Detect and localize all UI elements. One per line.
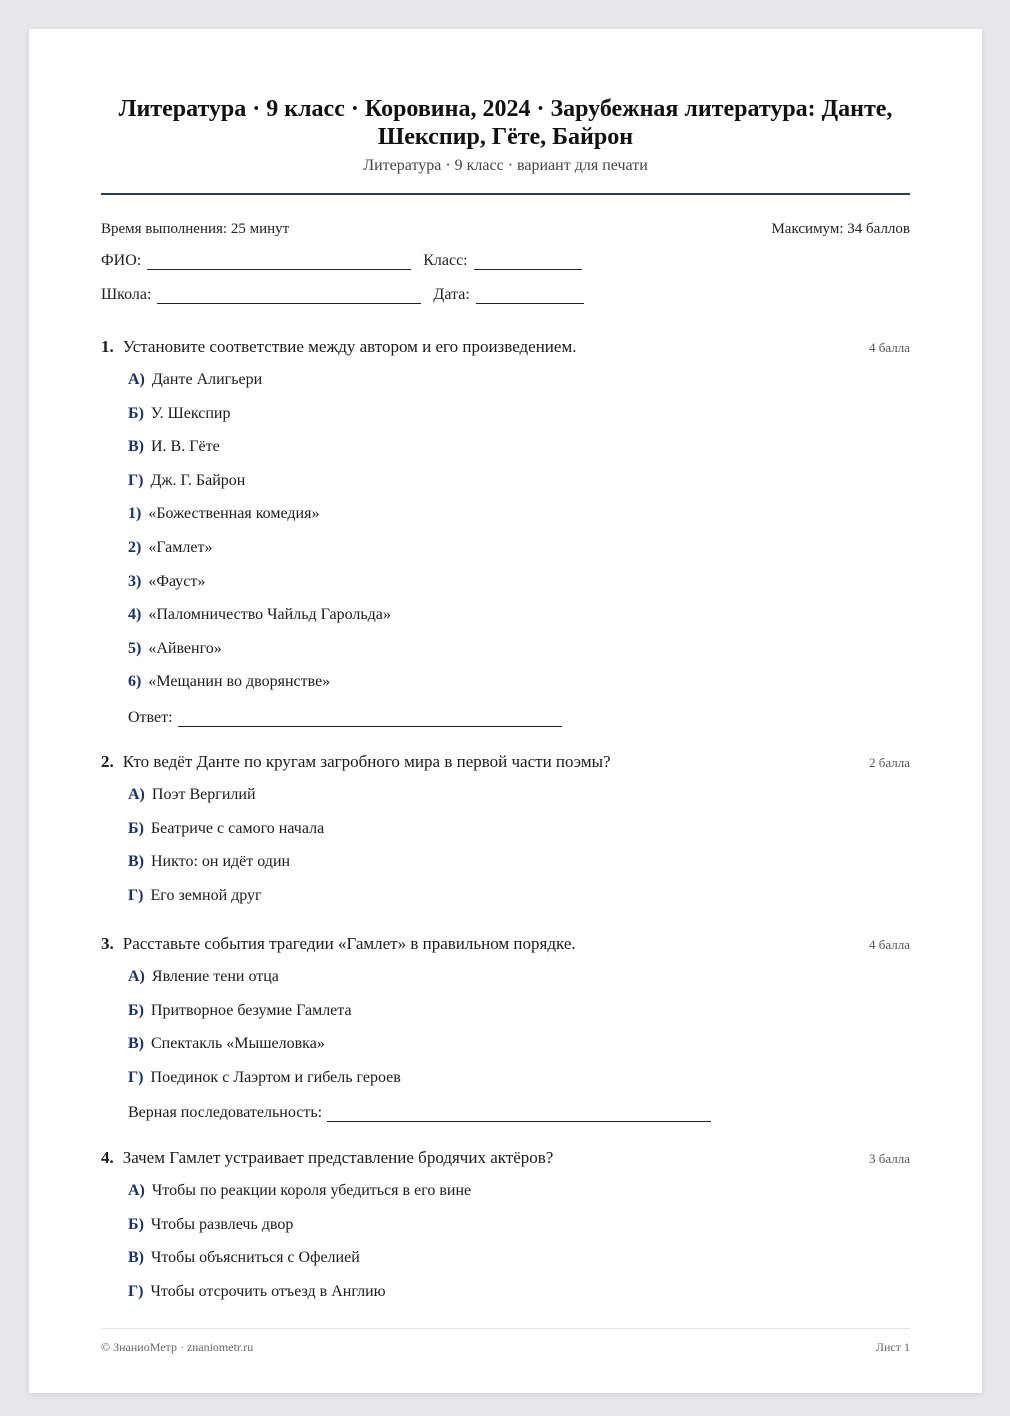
question-number: 3.	[101, 934, 114, 953]
option	[128, 1180, 910, 1214]
question-1	[101, 337, 910, 727]
option-text: Поединок с Лаэртом и гибель героев	[150, 1068, 401, 1086]
option-text: Притворное безумие Гамлета	[150, 1001, 352, 1019]
option-text: Его земной друг	[150, 886, 262, 904]
option	[128, 784, 910, 818]
answer-field[interactable]	[327, 1107, 711, 1122]
option-label: А)	[128, 1182, 145, 1199]
question-text: Расставьте события трагедии «Гамлет» в правильном порядке.	[122, 934, 576, 953]
option-label: 5)	[128, 639, 142, 657]
name-class-row	[101, 252, 594, 270]
option-label: Б)	[128, 819, 144, 837]
option	[128, 571, 910, 605]
option	[128, 638, 910, 672]
option-text: Чтобы развлечь двор	[150, 1215, 294, 1233]
answer-label: Ответ:	[128, 708, 173, 726]
option-text: «Божественная комедия»	[148, 505, 320, 523]
time-limit: Время выполнения: 25 минут	[101, 221, 290, 237]
option-text: Явление тени отца	[151, 968, 279, 985]
class-field[interactable]	[474, 255, 582, 270]
question-2	[101, 752, 910, 918]
answer-row	[128, 1100, 910, 1122]
option	[128, 537, 910, 571]
question-4	[101, 1148, 910, 1314]
option-text: Чтобы объясниться с Офелией	[151, 1249, 360, 1267]
option	[128, 1000, 910, 1034]
option-text: И. В. Гёте	[151, 438, 220, 456]
question-text: Установите соответствие между автором и его произведением.	[122, 337, 577, 356]
option-label: А)	[128, 371, 145, 388]
option-text: Никто: он идёт один	[151, 853, 291, 871]
option-text: Спектакль «Мышеловка»	[151, 1035, 325, 1053]
option	[128, 1281, 910, 1315]
option-label: Б)	[128, 1215, 144, 1233]
option	[128, 1214, 910, 1248]
option-label: А)	[128, 968, 145, 985]
option-text: Данте Алигьери	[151, 371, 263, 388]
option-label: Б)	[128, 404, 144, 422]
option-label: В)	[128, 1249, 144, 1267]
option	[128, 403, 910, 437]
answer-row	[128, 705, 910, 727]
date-field[interactable]	[476, 289, 584, 304]
question-points: 2 балла	[869, 755, 910, 770]
option	[128, 470, 910, 504]
page-title: Литература · 9 класс · Коровина, 2024 · Зарубежная литература: Данте, Шекспир, Гёте, Байрон	[118, 96, 893, 150]
option-label: 1)	[128, 505, 142, 523]
option-label: 3)	[128, 572, 142, 590]
option-text: «Фауст»	[148, 572, 206, 590]
footer-copyright: © ЗнаниоМетр · znaniometr.ru	[101, 1340, 254, 1354]
option-text: У. Шекспир	[150, 404, 231, 422]
option-label: 6)	[128, 673, 142, 691]
max-score: Максимум: 34 баллов	[771, 221, 910, 237]
school-date-row	[101, 286, 596, 304]
option-label: В)	[128, 1035, 144, 1053]
option-label: Г)	[128, 886, 144, 904]
option-label: Б)	[128, 1001, 144, 1019]
option	[128, 885, 910, 919]
option-label: Г)	[128, 471, 144, 489]
answer-field[interactable]	[178, 712, 562, 727]
option-label: 4)	[128, 606, 142, 624]
option-text: Дж. Г. Байрон	[150, 471, 246, 489]
option-label: В)	[128, 853, 144, 871]
option-label: 2)	[128, 538, 142, 556]
school-field[interactable]	[157, 289, 421, 304]
footer-page-number: Лист 1	[875, 1340, 910, 1354]
option-text: Беатриче с самого начала	[150, 819, 325, 837]
option-text: «Паломничество Чайльд Гарольда»	[148, 606, 391, 624]
question-points: 3 балла	[869, 1151, 910, 1166]
question-number: 2.	[101, 752, 114, 771]
question-points: 4 балла	[869, 937, 910, 952]
option	[128, 851, 910, 885]
fio-field[interactable]	[147, 255, 411, 270]
class-label: Класс:	[423, 252, 468, 269]
option-label: А)	[128, 786, 145, 803]
worksheet-page	[29, 29, 982, 1393]
option-text: Чтобы по реакции короля убедиться в его вине	[151, 1182, 472, 1199]
option-text: «Мещанин во дворянстве»	[148, 673, 331, 691]
footer-divider	[101, 1328, 910, 1329]
option	[128, 369, 910, 403]
option	[128, 671, 910, 705]
option	[128, 1067, 910, 1101]
option-label: В)	[128, 438, 144, 456]
question-3	[101, 934, 910, 1122]
fio-label: ФИО:	[101, 252, 142, 269]
school-label: Школа:	[101, 286, 152, 303]
question-text: Кто ведёт Данте по кругам загробного мира в первой части поэмы?	[122, 752, 611, 771]
option	[128, 818, 910, 852]
question-number: 1.	[101, 337, 114, 356]
option-label: Г)	[128, 1282, 144, 1300]
option	[128, 966, 910, 1000]
option	[128, 1033, 910, 1067]
question-points: 4 балла	[869, 340, 910, 355]
option	[128, 436, 910, 470]
option-text: Чтобы отсрочить отъезд в Англию	[150, 1282, 386, 1300]
option-text: «Айвенго»	[148, 639, 222, 657]
option	[128, 503, 910, 537]
option-text: «Гамлет»	[148, 538, 213, 556]
option-text: Поэт Вергилий	[151, 786, 256, 803]
page-subtitle: Литература · 9 класс · вариант для печати	[363, 157, 648, 174]
option	[128, 604, 910, 638]
question-number: 4.	[101, 1148, 114, 1167]
option-label: Г)	[128, 1068, 144, 1086]
question-text: Зачем Гамлет устраивает представление бродячих актёров?	[122, 1148, 554, 1167]
header-divider	[101, 193, 910, 195]
option	[128, 1247, 910, 1281]
answer-label: Верная последовательность:	[128, 1104, 323, 1122]
date-label: Дата:	[433, 286, 470, 303]
